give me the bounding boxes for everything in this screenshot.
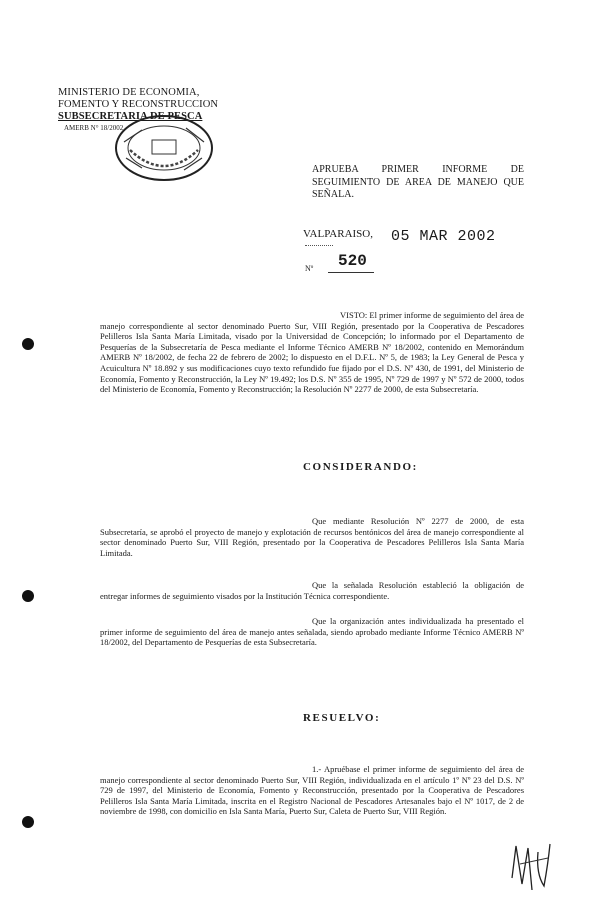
ministry-line-1: MINISTERIO DE ECONOMIA,	[58, 87, 200, 98]
handwritten-signature	[498, 834, 564, 900]
place-underline	[305, 245, 333, 246]
official-seal-stamp	[112, 112, 216, 184]
document-number: 520	[338, 252, 367, 270]
punch-hole	[22, 816, 34, 828]
considerando-heading: CONSIDERANDO:	[303, 461, 418, 473]
ministry-line-2: FOMENTO Y RECONSTRUCCION	[58, 99, 219, 110]
memo-reference: AMERB N° 18/2002	[64, 124, 124, 132]
considerando-3: Que la organización antes individualizada ha presentado el primer informe de seguimiento del área de manejo antes señalada, siendo aprobado mediante Informe Técnico AMERB Nº 18/2002, del Departamento de Pesquerías de esta Subsecretaría.	[100, 616, 524, 648]
number-label: Nº	[305, 264, 314, 273]
resuelvo-item-1: 1.- Apruébase el primer informe de seguimiento del área de manejo correspondiente al sector denominado Puerto Sur, VIII Región, individualizada en el artículo 1º Nº 23 del D.S. Nº 729 de 1997, del Ministerio de Economía, Fomento y Reconstrucción, presentado por la Cooperativa de Pescadores Pelilleros Isla Santa María Limitada, inscrita en el Registro Nacional de Pescadores Artesanales bajo el Nº 1017, de 2 de noviembre de 1998, con domicilio en Isla Santa María, Puerto Sur, Caleta de Puerto Sur, VIII Región.	[100, 764, 524, 817]
resuelvo-heading: RESUELVO:	[303, 712, 381, 724]
punch-hole	[22, 590, 34, 602]
place-label: VALPARAISO,	[303, 228, 373, 240]
date-stamp: 05 MAR 2002	[391, 228, 496, 245]
visto-paragraph: VISTO: El primer informe de seguimiento del área de manejo correspondiente al sector denominado Puerto Sur, VIII Región, presentado por la Cooperativa de Pescadores Pelilleros Isla Santa María Limitada, visado por la Universidad de Concepción; lo informado por el Departamento de Pesquerías de la Subsecretaría de Pesca mediante el Informe Técnico AMERB Nº 18/2002, contenido en Memorándum AMERB Nº 18/2002, de fecha 22 de febrero de 2002; lo dispuesto en el D.F.L. Nº 5, de 1983; la Ley General de Pesca y Acuicultura Nº 18.892 y sus modificaciones cuyo texto refundido fue fijado por el D.S. Nº 430, de 1991, del Ministerio de Economía, Fomento y Reconstrucción, la Ley Nº 19.492; los D.S. Nº 355 de 1995, Nº 729 de 1997 y Nº 572 de 2000, todos del Ministerio de Economía, Fomento y Reconstrucción; la Resolución Nº 2277 de 2000, de esta Subsecretaría.	[100, 310, 524, 395]
considerando-2: Que la señalada Resolución estableció la obligación de entregar informes de seguimiento visados por la Institución Técnica correspondiente.	[100, 580, 524, 601]
punch-hole	[22, 338, 34, 350]
considerando-1: Que mediante Resolución Nº 2277 de 2000, de esta Subsecretaría, se aprobó el proyecto de manejo y explotación de recursos bentónicos del área de manejo correspondiente al sector denominado Puerto Sur, VIII Región, presentado por la Cooperativa de Pescadores Pelilleros Isla Santa María Limitada.	[100, 516, 524, 558]
subsecretaria-line: SUBSECRETARIA DE PESCA	[58, 111, 203, 122]
document-title: APRUEBA PRIMER INFORME DE SEGUIMIENTO DE AREA DE MANEJO QUE SEÑALA.	[312, 164, 524, 200]
number-underline	[328, 272, 374, 273]
